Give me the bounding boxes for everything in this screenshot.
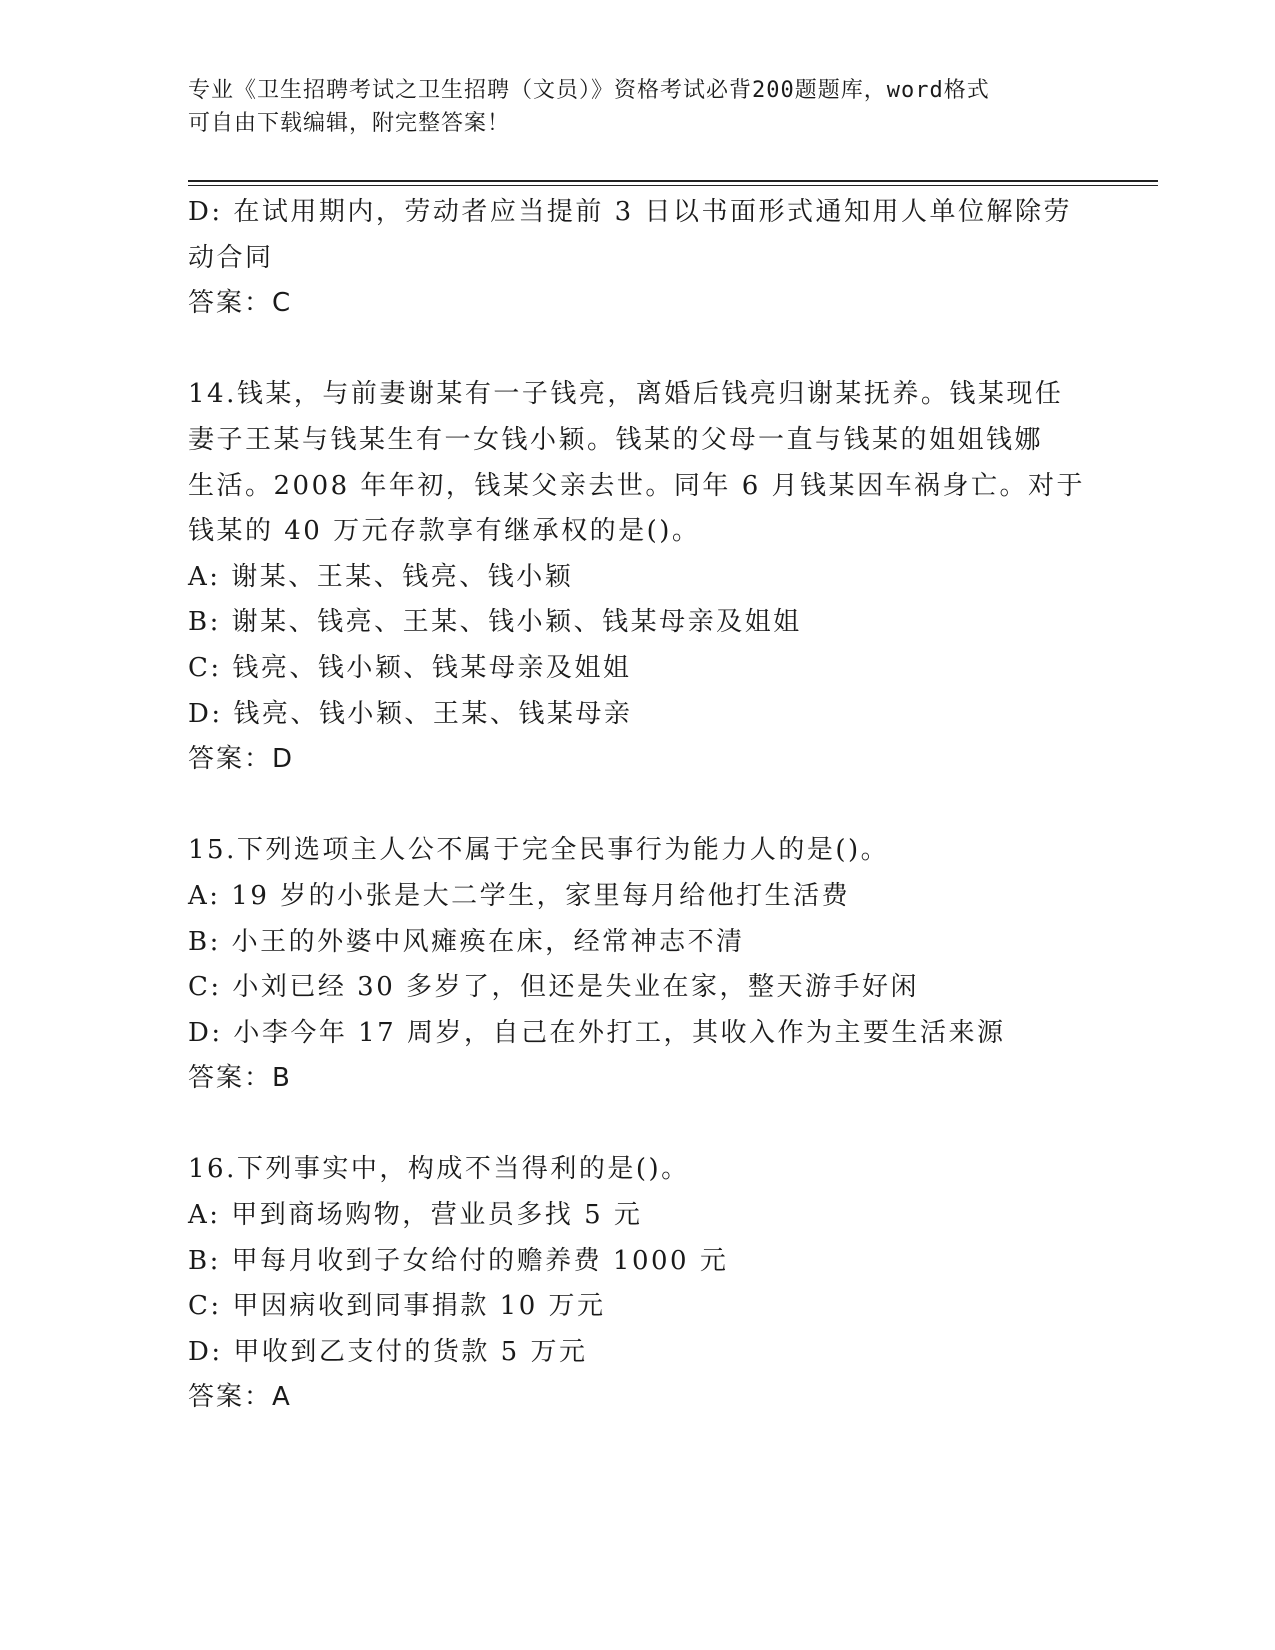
question-stem-line: 生活。2008 年年初，钱某父亲去世。同年 6 月钱某因车祸身亡。对于	[188, 470, 1086, 501]
option-d: D: 小李今年 17 周岁，自己在外打工，其收入作为主要生活来源	[188, 1017, 1006, 1048]
question-15	[188, 828, 1088, 1102]
option-c: C: 甲因病收到同事捐款 10 万元	[188, 1291, 606, 1322]
spacer	[188, 1102, 1088, 1148]
option-a: A: 甲到商场购物，营业员多找 5 元	[188, 1200, 643, 1231]
option-a: A: 谢某、王某、钱亮、钱小颖	[188, 561, 574, 592]
question-stem-line: 16.下列事实中，构成不当得利的是()。	[188, 1154, 690, 1185]
question-content	[188, 190, 1088, 1421]
option-d: D: 甲收到乙支付的货款 5 万元	[188, 1336, 588, 1367]
answer: 答案：B	[188, 1063, 292, 1094]
header-divider-thin	[188, 185, 1158, 186]
option-c: C: 小刘已经 30 多岁了，但还是失业在家，整天游手好闲	[188, 972, 920, 1003]
prev-question	[188, 190, 1088, 327]
option-b: B: 甲每月收到子女给付的赡养费 1000 元	[188, 1245, 729, 1276]
spacer	[188, 783, 1088, 829]
spacer	[188, 327, 1088, 373]
option-c: C: 钱亮、钱小颖、钱某母亲及姐姐	[188, 652, 632, 683]
answer: 答案：D	[188, 744, 295, 775]
header-divider-thick	[188, 180, 1158, 182]
answer: 答案：C	[188, 288, 293, 319]
answer: 答案：A	[188, 1382, 292, 1413]
option-d: D: 钱亮、钱小颖、王某、钱某母亲	[188, 698, 633, 729]
question-stem-line: 妻子王某与钱某生有一女钱小颖。钱某的父母一直与钱某的姐姐钱娜	[188, 424, 1044, 455]
question-stem-line: 15.下列选项主人公不属于完全民事行为能力人的是()。	[188, 835, 890, 866]
header-line-1: 专业《卫生招聘考试之卫生招聘（文员）》资格考试必背200题题库，word格式	[188, 78, 990, 103]
question-14	[188, 372, 1088, 782]
header-line-2: 可自由下载编辑，附完整答案！	[188, 111, 511, 136]
question-stem-line: 钱某的 40 万元存款享有继承权的是()。	[188, 516, 701, 547]
option-b: B: 谢某、钱亮、王某、钱小颖、钱某母亲及姐姐	[188, 607, 802, 638]
document-header	[188, 74, 1088, 140]
question-16	[188, 1147, 1088, 1421]
question-stem-line: 14.钱某，与前妻谢某有一子钱亮，离婚后钱亮归谢某抚养。钱某现任	[188, 379, 1064, 410]
option-b: B: 小王的外婆中风瘫痪在床，经常神志不清	[188, 926, 745, 957]
option-d-continued: 动合同	[188, 242, 274, 273]
option-a: A: 19 岁的小张是大二学生，家里每月给他打生活费	[188, 880, 851, 911]
option-d: D: 在试用期内，劳动者应当提前 3 日以书面形式通知用人单位解除劳	[188, 197, 1072, 227]
